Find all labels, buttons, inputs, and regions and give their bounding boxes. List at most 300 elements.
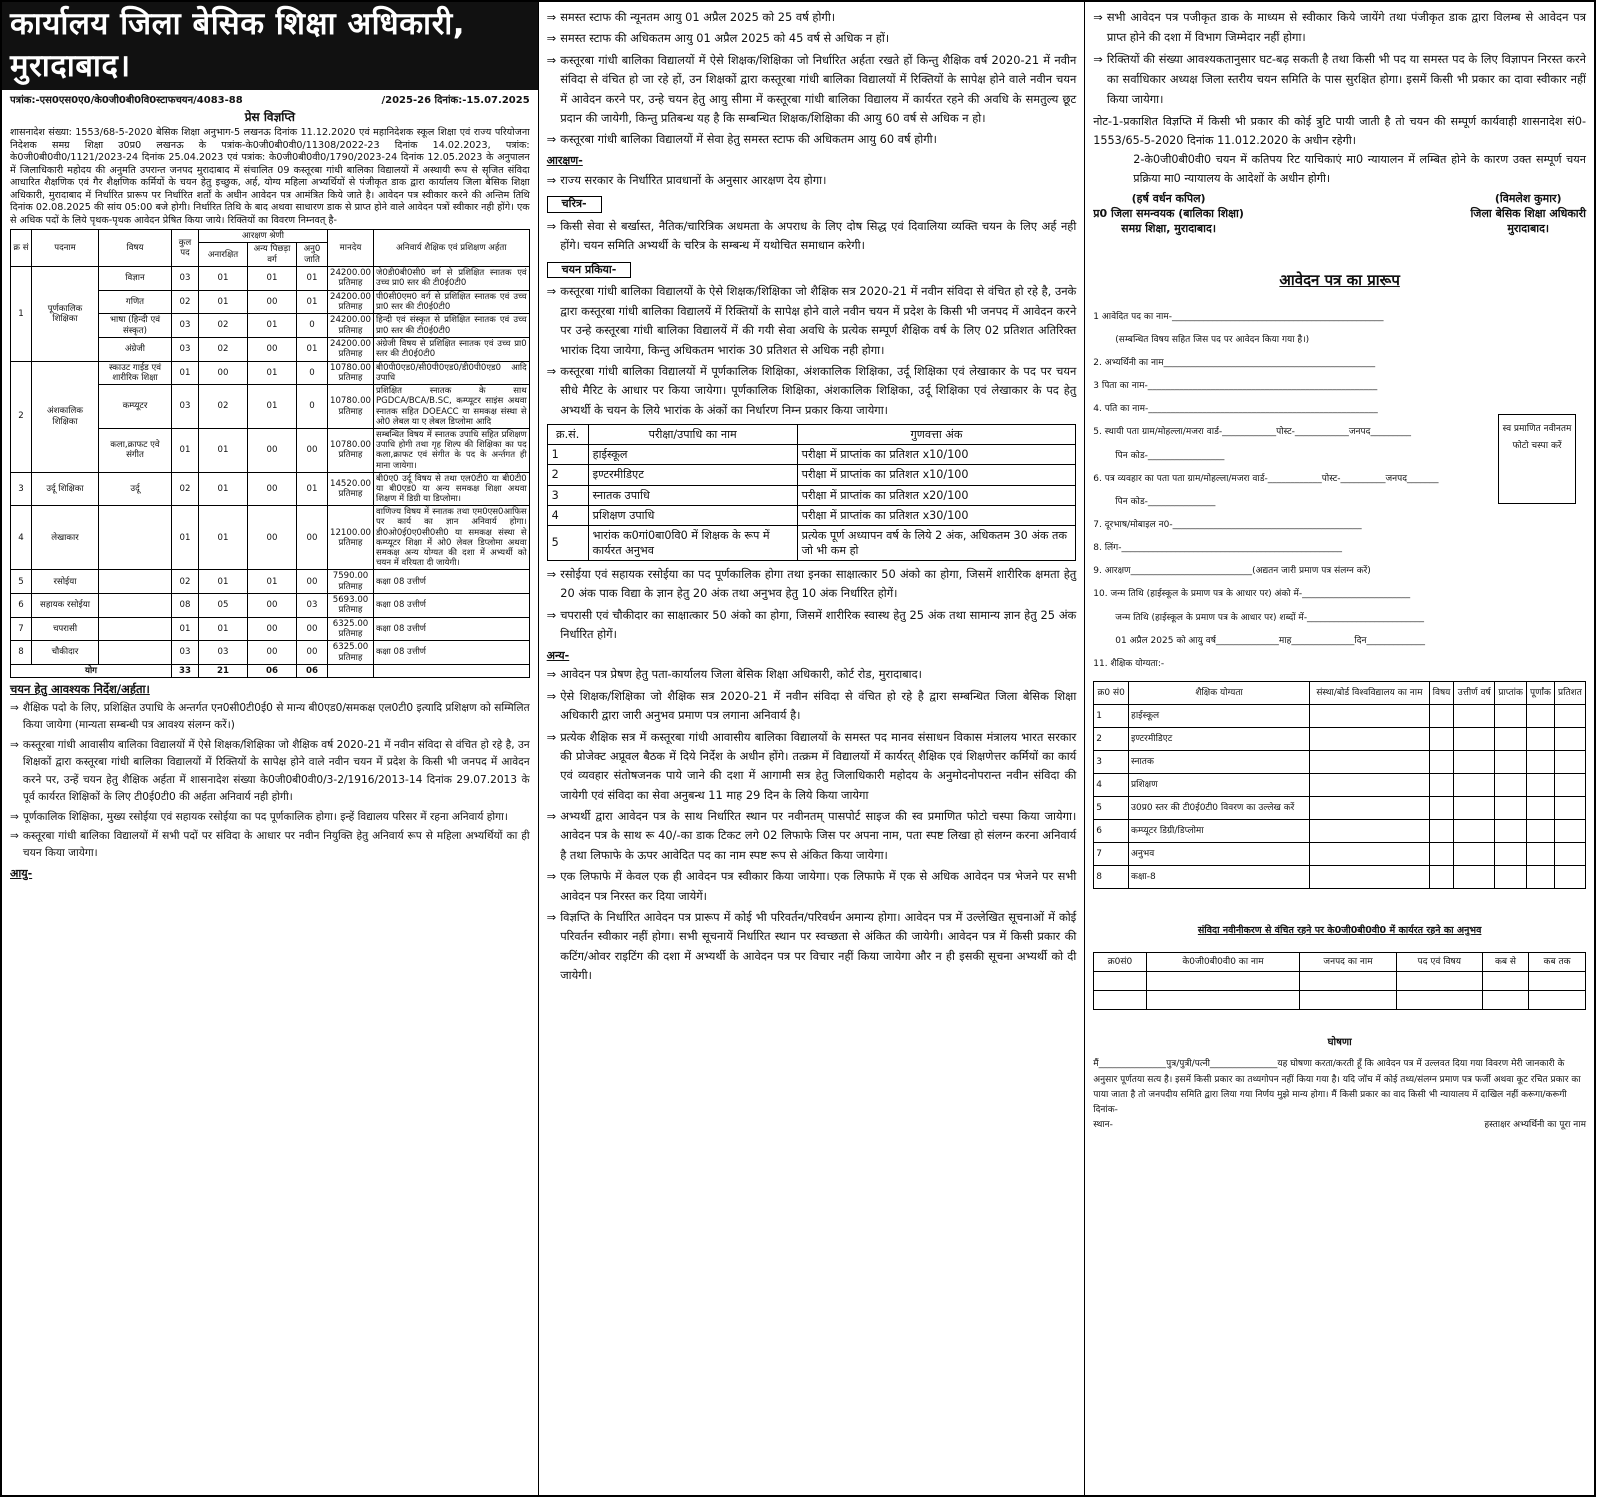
age-point-text: समस्त स्टाफ की अधिकतम आयु 01 अप्रैल 2025 को 45 वर्ष से अधिक न हों।	[560, 31, 890, 46]
arrow-icon: ⇒	[546, 52, 557, 67]
edu-header: पूर्णांक	[1527, 681, 1555, 704]
selection-point	[10, 828, 530, 863]
exp-blank-row	[1094, 971, 1586, 990]
col3-point	[1093, 8, 1586, 48]
cell-total: 03	[172, 641, 199, 665]
cell-subject: कम्प्यूटर	[99, 385, 172, 429]
press-title: प्रेस विज्ञप्ति	[244, 110, 295, 125]
arrow-icon: ⇒	[546, 809, 557, 824]
form-field: 9. आरक्षण___________________________(अद्यतन जारी प्रमाण पत्र संलग्न करें)	[1093, 566, 1371, 577]
cell-total: 08	[172, 594, 199, 618]
cell-total: 01	[172, 361, 199, 385]
interview-points	[547, 565, 1077, 645]
marks-value: प्रत्येक पूर्ण अध्यापन वर्ष के लिये 2 अंक, अधिकतम 30 अंक तक जो भी कम हो	[797, 525, 1076, 560]
sig-right-place: मुरादाबाद।	[1507, 221, 1550, 235]
marks-row	[547, 445, 1076, 465]
edu-qualification: अनुभव	[1129, 842, 1310, 865]
table-row	[11, 570, 530, 594]
th-reservation: आरक्षण श्रेणी	[199, 230, 328, 243]
cell-general: 00	[199, 361, 248, 385]
cell-qualification: कक्षा 08 उत्तीर्ण	[374, 617, 530, 641]
marks-th-sn: क्र.सं.	[547, 425, 588, 445]
marks-sn: 2	[547, 465, 588, 485]
arrow-icon: ⇒	[546, 667, 557, 682]
sig-right-designation: जिला बेसिक शिक्षा अधिकारी	[1470, 206, 1586, 220]
marks-row	[547, 505, 1076, 525]
edu-row	[1094, 796, 1586, 819]
cell-sc: 00	[297, 617, 328, 641]
selection-point-text: कस्तूरबा गांधी बालिका विद्यालयों में सभी पदों पर संविदा के आधार पर नवीन नियुक्ति हेतु अनिवार्य रूप से महिला अभ्यर्थियों का ही चयन किया जायेगा।	[22, 829, 530, 860]
cell-subject	[99, 617, 172, 641]
other-points	[547, 665, 1077, 985]
cell-sn: 3	[11, 472, 32, 506]
form-field: 3 पिता का नाम-___________________________________________________	[1093, 381, 1378, 392]
edu-sn: 4	[1094, 773, 1129, 796]
cell-general: 05	[199, 594, 248, 618]
cell-obc: 00	[248, 472, 297, 506]
sig-left-designation: प्र0 जिला समन्वयक (बालिका शिक्षा)	[1093, 206, 1244, 220]
cell-pay: 7590.00 प्रतिमाह	[328, 570, 374, 594]
cell-subject: भाषा (हिन्दी एवं संस्कृत)	[99, 314, 172, 338]
column-1	[2, 2, 539, 1495]
exp-header: के0जी0बी0वी0 का नाम	[1146, 952, 1300, 971]
other-point-text: अभ्यर्थी द्वारा आवेदन पत्र के साथ निर्धारित स्थान पर नवीनतम् पासपोर्ट साइज की स्व प्रमाणित फोटो चस्पा किया जायेगा। आवेदन पत्र के साथ रू 40/-का डाक टिकट लगे 02 लिफाफे जिस पर अपना नाम, पता स्पष्ट लिखा हो संलग्न करना अनिवार्य है तथा लिफाफे के ऊपर आवेदित पद का नाम स्पष्ट रूप से अंकित किया जायेगा।	[560, 809, 1077, 862]
cell-qualification: सम्बन्धित विषय में स्नातक उपाधि सहित प्रशिक्षण उपाधि होगी तथा गृह शिल्प की शिक्षिका का पद कला,क्राफट एवं संगीत के पद के अर्न्तगत ही माना जायेगा।	[374, 428, 530, 472]
edu-blank-cell	[1429, 773, 1454, 796]
sig-left-name: (हर्ष वर्धन कपिल)	[1131, 191, 1206, 205]
edu-blank-cell	[1310, 842, 1430, 865]
total-row	[11, 664, 530, 677]
cell-sn: 8	[11, 641, 32, 665]
cell-general: 02	[199, 337, 248, 361]
edu-blank-cell	[1454, 796, 1495, 819]
declaration-text: मैं_______________पुत्र/पुत्री/पत्नी_______________यह घोषणा करता/करती हूँ कि आवेदन पत्र में उल्लवत दिया गया विवरण मेरी जानकारी के अनुसार पूर्णतया सत्य है। इसमें किसी प्रकार का तथ्यगोपन नहीं किया गया है। यदि जॉच में कोई तथ्य/संलग्न प्रमाण पत्र फर्जी अथवा कूट रचित प्रकार का पाया जाता है तो जनपदीय समिति द्वारा लिया गया निर्णय मुझे मान्य होगा। मैं किसी प्रकार का वाद किसी भी न्यायालय में दाखिल नहीं करूगा/करूगी	[1093, 1059, 1581, 1100]
reservation-text: राज्य सरकार के निर्धारित प्रावधानों के अनुसार आरक्षण देय होगा।	[560, 172, 827, 187]
edu-header: प्राप्तांक	[1495, 681, 1527, 704]
cell-sc: 00	[297, 428, 328, 472]
edu-blank-cell	[1429, 819, 1454, 842]
cell-general: 02	[199, 385, 248, 429]
cell-obc: 00	[248, 337, 297, 361]
other-point	[547, 908, 1077, 986]
note-1: नोट-1-प्रकाशित विज्ञप्ति में किसी भी प्रकार की कोई त्रुटि पायी जाती है तो चयन की सम्पूर्ण कार्यवाही शासनादेश सं0-1553/65-5-2020 दिनांक 11.012.2020 के अधीन रहेगी।	[1093, 114, 1586, 147]
edu-sn: 6	[1094, 819, 1129, 842]
table-row	[11, 617, 530, 641]
marks-table	[547, 424, 1077, 561]
th-general: अनारक्षित	[199, 243, 248, 267]
cell-qualification: बी0ए0 उर्दू विषय से तथा एल0टी0 या बी0टी0 या बी0एड0 या अन्य समकक्ष शिक्षा अथवा शिक्षण में डिग्री या डिप्लोमा।	[374, 472, 530, 506]
form-field: 10. जन्म तिथि (हाईस्कूल के प्रमाण पत्र के आधार पर) अंको में-________________________	[1093, 589, 1411, 600]
th-subject: विषय	[99, 230, 172, 267]
exp-header: पद एवं विषय	[1396, 952, 1482, 971]
cell-sc: 03	[297, 594, 328, 618]
cell-total: 03	[172, 337, 199, 361]
cell-obc: 01	[248, 361, 297, 385]
cell-obc: 00	[248, 617, 297, 641]
edu-blank-cell	[1429, 865, 1454, 888]
form-field: 1 आवेदित पद का नाम-_______________________________________________	[1093, 311, 1384, 322]
cell-sc: 0	[297, 361, 328, 385]
exp-header: कब से	[1482, 952, 1528, 971]
edu-blank-cell	[1554, 865, 1585, 888]
marks-exam: भारांक क0गां0बा0वि0 में शिक्षक के रूप में कार्यरत अनुभव	[588, 525, 797, 560]
cell-total: 02	[172, 570, 199, 594]
edu-blank-cell	[1527, 796, 1555, 819]
column-2	[539, 2, 1086, 1495]
form-title: आवेदन पत्र का प्रारूप	[1279, 271, 1400, 290]
cell-sn: 4	[11, 506, 32, 570]
age-point	[547, 29, 1077, 48]
office-header: कार्यालय जिला बेसिक शिक्षा अधिकारी, मुरादाबाद।	[2, 2, 538, 90]
edu-row	[1094, 842, 1586, 865]
arrow-icon: ⇒	[10, 738, 19, 751]
age-point-text: कस्तूरबा गांधी बालिका विद्यालयों में ऐसे शिक्षक/शिक्षिका जो निर्धारित अर्हता रखते हों किन्तु शैक्षिक वर्ष 2020-21 में नवीन संविदा से वंचित हो जा रहे हों, उन शिक्षकों द्वारा कस्तूरबा गांधी बालिका विद्यालयों में रिक्तियों के सापेक्ष होने वाले नवीन चयन में आवेदन करने पर, उन्हे चयन हेतु आयु सीमा में कस्तूरबा गांधी बालिका विद्यालय में कार्यरत रहने की अवधि के समतुल्य छूट प्रदान की जायेगी, किन्तु प्रतिबन्ध यह है कि सम्बन्धित शिक्षक/शिक्षिका की आयु 60 वर्ष से अधिक न हो।	[560, 52, 1077, 125]
edu-blank-cell	[1495, 704, 1527, 727]
edu-blank-cell	[1495, 819, 1527, 842]
edu-blank-cell	[1310, 796, 1430, 819]
experience-table	[1093, 952, 1586, 1010]
cell-general: 01	[199, 617, 248, 641]
th-post: पदनाम	[32, 230, 99, 267]
edu-blank-cell	[1527, 750, 1555, 773]
cell-subject: विज्ञान	[99, 267, 172, 291]
edu-blank-cell	[1310, 727, 1430, 750]
cell-obc: 01	[248, 267, 297, 291]
table-row	[11, 594, 530, 618]
marks-value: परीक्षा में प्राप्तांक का प्रतिशत x20/100	[797, 485, 1076, 505]
arrow-icon: ⇒	[546, 910, 557, 925]
cell-subject: अंग्रेजी	[99, 337, 172, 361]
cell-obc: 01	[248, 385, 297, 429]
selection-point	[10, 737, 530, 807]
cell-sc: 01	[297, 267, 328, 291]
edu-blank-cell	[1454, 842, 1495, 865]
total-posts: 33	[172, 664, 199, 677]
edu-blank-cell	[1554, 819, 1585, 842]
edu-qualification: इण्टरमीडिएट	[1129, 727, 1310, 750]
edu-sn: 2	[1094, 727, 1129, 750]
table-row	[11, 361, 530, 385]
marks-exam: स्नातक उपाधि	[588, 485, 797, 505]
cell-qualification: बी0पी0एड0/सी0पी0एड0/डी0पी0एड0 आदि उपाधि	[374, 361, 530, 385]
form-field: पिन कोड-_________________	[1115, 450, 1225, 461]
edu-blank-cell	[1495, 865, 1527, 888]
edu-blank-cell	[1454, 727, 1495, 750]
signature-right	[1470, 192, 1586, 237]
letter-number: पत्रांक:-एस0एस0ए0/के0जी0बी0वि0स्टाफचयन/4083-88	[10, 94, 243, 106]
edu-blank-cell	[1454, 773, 1495, 796]
cell-pay: 6325.00 प्रतिमाह	[328, 617, 374, 641]
interview-point-text: रसोईया एवं सहायक रसोईया का पद पूर्णकालिक होगा तथा इनका साक्षात्कार 50 अंको का होगा, जिसमें शारीरिक क्षमता हेतु 20 अंक पाक विद्या के ज्ञान हेतु 20 अंक तथा अनुभव हेतु 10 अंक निर्धारित होगें।	[560, 566, 1077, 601]
selection-point	[10, 700, 530, 735]
col3-point	[1093, 50, 1586, 110]
age-point-text: समस्त स्टाफ की न्यूनतम आयु 01 अप्रैल 2025 को 25 वर्ष होगी।	[560, 10, 836, 24]
cell-subject	[99, 570, 172, 594]
table-row	[11, 506, 530, 570]
edu-blank-cell	[1454, 865, 1495, 888]
total-general: 21	[199, 664, 248, 677]
place-sign-line	[1093, 1118, 1586, 1133]
other-point	[547, 807, 1077, 865]
cell-pay: 24200.00 प्रतिमाह	[328, 267, 374, 291]
vacancy-table	[10, 229, 530, 678]
other-point-text: प्रत्येक शैक्षिक सत्र में कस्तूरबा गांधी आवासीय बालिका विद्यालयों के समस्त पद मानव संसाधन विकास मंत्रालय भारत सरकार की प्रोजेक्ट अप्रूवल बैठक में दिये निर्देश के अधीन होंगे। तत्क्रम में विद्यालयों में कार्यरत् शैक्षिक एवं शिक्षणेत्तर कर्मियों का कार्य एवं व्यवहार संतोषजनक पाये जाने की दशा में आगामी सत्र हेतु जिलाधिकारी महोदय के अनुमोदनोपरान्त नवीन संविदा की जायेगी एवं संविदा का सेवा अनुबन्ध 11 माह 29 दिन के लिये किया जायेगा	[560, 729, 1077, 802]
process-point-text: कस्तूरबा गांधी बालिका विद्यालयों में पूर्णकालिक शिक्षिका, अंशकालिक शिक्षिका, उर्दू शिक्षिका एवं लेखाकार के पद पर चयन सीधे मैरिट के आधार पर किया जायेगा। पूर्णकालिक शिक्षिका, अंशकालिक शिक्षिका, उर्दू शिक्षिका एवं लेखाकार के पद हेतु अभ्यर्थी के चयन के लिये भारांक के अंकों का निर्धारण निम्न प्रकार किया जायेगा।	[560, 364, 1077, 417]
edu-blank-cell	[1554, 842, 1585, 865]
th-obc: अन्य पिछड़ा वर्ग	[248, 243, 297, 267]
sig-right-name: (विमलेश कुमार)	[1494, 191, 1562, 205]
edu-blank-cell	[1554, 773, 1585, 796]
cell-obc: 00	[248, 506, 297, 570]
experience-title: संविदा नवीनीकरण से वंचित रहने पर के0जी0बी0वी0 में कार्यरत रहने का अनुभव	[1197, 924, 1482, 936]
interview-point-text: चपरासी एवं चौकीदार का साक्षात्कार 50 अंको का होगा, जिसमें शारीरिक स्वास्थ हेतु 25 अंक तथा सामान्य ज्ञान हेतु 25 अंक निर्धारित होगें।	[560, 607, 1077, 642]
form-field: (सम्बन्धित विषय सहित जिस पद पर आवेदन किया गया है।)	[1115, 334, 1310, 345]
edu-header-row	[1094, 681, 1586, 704]
note-2: 2-के0जी0बी0वी0 चयन में कतिपय रिट याचिकाएं मा0 न्यायालन में लम्बित होने के कारण उक्त सम्पूर्ण चयन प्रक्रिया मा0 न्यायालय के आदेशों के अधीन होगी।	[1133, 152, 1586, 185]
cell-subject: उर्दू	[99, 472, 172, 506]
marks-sn: 3	[547, 485, 588, 505]
cell-post: चौकीदार	[32, 641, 99, 665]
marks-sn: 4	[547, 505, 588, 525]
edu-blank-cell	[1527, 773, 1555, 796]
cell-pay: 5693.00 प्रतिमाह	[328, 594, 374, 618]
exp-header: कब तक	[1529, 952, 1586, 971]
cell-obc: 00	[248, 594, 297, 618]
edu-blank-cell	[1429, 727, 1454, 750]
edu-blank-cell	[1554, 704, 1585, 727]
selection-point-text: शैक्षिक पदो के लिए, प्रशिक्षित उपाधि के अन्तर्गत एन0सी0टी0ई0 से मान्य बी0एड0/समकक्ष एल0टी0 इत्यादि प्रशिक्षण को सम्मिलित किया जायेगा (मान्यता सम्बन्धी पत्र आवश्य संलग्न करें।)	[22, 701, 530, 732]
age-heading: आयु-	[10, 866, 33, 880]
edu-qualification: प्रशिक्षण	[1129, 773, 1310, 796]
cell-sc: 01	[297, 290, 328, 314]
declaration-title: घोषणा	[1327, 1036, 1352, 1048]
selection-point-text: पूर्णकालिक शिक्षिका, मुख्य रसोईया एवं सहायक रसोईया का पद पूर्णकालिक होगा। इन्हें विद्यालय परिसर में रहना अनिवार्य होगा।	[22, 810, 508, 823]
cell-sc: 00	[297, 570, 328, 594]
other-point-text: विज्ञप्ति के निर्धारित आवेदन पत्र प्रारूप में कोई भी परिवर्तन/परिवर्धन अमान्य होगा। आवेदन पत्र में उल्लेखित सूचनाओं में कोई परिवर्तन स्वीकार नहीं होगा। सभी सूचनायें निर्धारित स्थान पर स्वच्छता से अंकित की जायेगी। आवेदन पत्र में किसी प्रकार की कटिंग/ओवर राइटिंग की दशा में अभ्यर्थी के आवेदन पत्र पर विचार नहीं किया जायेगा और न ही इसकी सूचना अभ्यर्थी को दी जायेगी।	[560, 910, 1077, 983]
form-field: 5. स्थायी पता ग्राम/मोहल्ला/मजरा वार्ड-____________पोस्ट-____________जनपद_________	[1093, 427, 1411, 438]
arrow-icon: ⇒	[546, 869, 557, 884]
process-point	[547, 282, 1077, 360]
cell-pay: 10780.00 प्रतिमाह	[328, 385, 374, 429]
age-point	[547, 8, 1077, 27]
arrow-icon: ⇒	[1093, 10, 1103, 24]
selection-points	[10, 700, 530, 863]
cell-sn: 6	[11, 594, 32, 618]
edu-blank-cell	[1429, 704, 1454, 727]
selection-point	[10, 809, 530, 826]
cell-pay: 24200.00 प्रतिमाह	[328, 314, 374, 338]
press-intro: शासनादेश संख्या: 1553/68-5-2020 बेसिक शिक्षा अनुभाग-5 लखनऊ दिनांक 11.12.2020 एवं महानिदेशक स्कूल शिक्षा एवं राज्य परियोजना निदेशक समग्र शिक्षा उ0प्र0 लखनऊ के पत्रांक-के0जी0बी0वी0/11308/2022-23 दिनांक 14.02.2023, पत्रांक: के0जी0बी0वी0/1121/2023-24 दिनांक 25.04.2023 एवं पत्रांक: के0जी0बी0वी0/1790/2023-24 दिनांक 12.05.2023 के अनुपालन में जिलाधिकारी महोदय की अनुमति उपरान्त जनपद मुरादाबाद में संचालित 09 कस्तूरबा गांधी बालिका विद्यालयों में अस्थायी रूप से सृजित संविदा आधारित शैक्षणिक एवं गैर शैक्षणिक कर्मियों के चयन हेतु इच्छुक, अर्ह, योग्य महिला अभ्यर्थियों से पंजीकृत डाक द्वारा कार्यालय जिला बेसिक शिक्षा अधिकारी, मुरादाबाद में निर्धारित प्रारूप पर निर्धारित शर्तों के अधीन आवेदन पत्र आमंत्रित किये जाते है। आवेदन पत्र स्वीकार करने की अन्तिम तिथि दिनांक 02.08.2025 की सांय 05:00 बजे होगी। निर्धारित तिथि के बाद अथवा साधारण डाक से प्राप्त होने वाले आवेदन पत्रों स्वीकार नही होंगे। एक से अधिक पदों के लिये पृथक-पृथक आवेदन प्रेषित किया जाये। रिक्तियों का विवरण निम्नवत् है-	[10, 127, 530, 226]
edu-rows	[1094, 704, 1586, 888]
cell-total: 01	[172, 617, 199, 641]
cell-total: 02	[172, 290, 199, 314]
cell-total: 02	[172, 472, 199, 506]
age-points	[547, 8, 1077, 150]
other-point	[547, 867, 1077, 906]
cell-qualification: हिन्दी एवं संस्कृत से प्रशिक्षित स्नातक एवं उच्च प्रा0 स्तर की टी0ई0टी0	[374, 314, 530, 338]
cell-sn: 1	[11, 267, 32, 362]
cell-total: 03	[172, 314, 199, 338]
edu-row	[1094, 750, 1586, 773]
edu-blank-cell	[1495, 773, 1527, 796]
edu-blank-cell	[1527, 842, 1555, 865]
exp-blank-row	[1094, 990, 1586, 1009]
edu-blank-cell	[1429, 796, 1454, 819]
cell-sc: 0	[297, 314, 328, 338]
arrow-icon: ⇒	[546, 688, 557, 703]
cell-general: 01	[199, 428, 248, 472]
arrow-icon: ⇒	[10, 810, 19, 823]
edu-qualification: उ0प्र0 स्तर की टी0ई0टी0 विवरण का उल्लेख करें	[1129, 796, 1310, 819]
character-heading: चरित्र-	[547, 196, 602, 213]
marks-th-marks: गुणवत्ता अंक	[797, 425, 1076, 445]
cell-qualification: प्रशिक्षित स्नातक के साथ PGDCA/BCA/B.SC, कम्प्यूटर साइंस अथवा स्नातक सहित DOEACC या समकक्ष संस्था से ओ0 लेबल या ए लेबल डिप्लोमा आदि	[374, 385, 530, 429]
character-text: किसी सेवा से बर्खास्त, नैतिक/चारित्रिक अधमता के अपराध के लिए दोष सिद्ध एवं दिवालिया व्यक्ति चयन के लिए अर्ह नही होंगे। चयन समिति अभ्यर्थी के चरित्र के सम्बन्ध में यथोचित समाधान करेगी।	[560, 218, 1077, 253]
cell-post: अंशकालिक शिक्षिका	[32, 361, 99, 472]
arrow-icon: ⇒	[10, 701, 19, 714]
cell-sn: 5	[11, 570, 32, 594]
arrow-icon: ⇒	[546, 10, 557, 24]
cell-subject	[99, 641, 172, 665]
cell-sc: 01	[297, 472, 328, 506]
cell-obc: 01	[248, 570, 297, 594]
edu-blank-cell	[1310, 865, 1430, 888]
cell-post: उर्दू शिक्षिका	[32, 472, 99, 506]
marks-value: परीक्षा में प्राप्तांक का प्रतिशत x10/100	[797, 465, 1076, 485]
vacancy-rows	[11, 267, 530, 665]
edu-blank-cell	[1310, 704, 1430, 727]
cell-obc: 01	[248, 314, 297, 338]
cell-sc: 00	[297, 506, 328, 570]
cell-qualification: जे0डी0बी0सी0 वर्ग से प्रशिक्षित स्नातक एवं उच्च प्रा0 स्तर की टी0ई0टी0	[374, 267, 530, 291]
cell-post: रसोईया	[32, 570, 99, 594]
photo-box: स्व प्रमाणित नवीनतम फोटो चस्पा करें	[1498, 414, 1576, 504]
signatures	[1093, 192, 1586, 237]
exp-header: क्र0सं0	[1094, 952, 1146, 971]
other-point-text: ऐसे शिक्षक/शिक्षिका जो शैक्षिक सत्र 2020-21 में नवीन संविदा से वंचित हो रहे है द्वारा सम्बन्धित जिला बेसिक शिक्षा अधिकारी द्वारा जारी अनुभव प्रमाण पत्र लगाना अनिवार्य है।	[560, 688, 1077, 723]
edu-blank-cell	[1527, 704, 1555, 727]
selection-heading: चयन हेतु आवश्यक निर्देश/अर्हता।	[10, 682, 150, 697]
signature-label: हस्ताक्षर अभ्यर्थिनी का पूरा नाम	[1484, 1120, 1586, 1131]
cell-post: लेखाकार	[32, 506, 99, 570]
cell-qualification: अंग्रेजी विषय से प्रशिक्षित स्नातक एवं उच्च प्रा0 स्तर की टी0ई0टी0	[374, 337, 530, 361]
arrow-icon: ⇒	[10, 829, 19, 842]
total-empty-2	[374, 664, 530, 677]
marks-value: परीक्षा में प्राप्तांक का प्रतिशत x10/100	[797, 445, 1076, 465]
edu-sn: 7	[1094, 842, 1129, 865]
arrow-icon: ⇒	[1093, 51, 1103, 66]
edu-row	[1094, 727, 1586, 750]
th-total: कुल पद	[172, 230, 199, 267]
cell-post: सहायक रसोईया	[32, 594, 99, 618]
exp-header: जनपद का नाम	[1300, 952, 1397, 971]
edu-header: संस्था/बोर्ड विश्वविद्यालय का नाम	[1310, 681, 1430, 704]
th-pay: मानदेय	[328, 230, 374, 267]
edu-blank-cell	[1554, 750, 1585, 773]
marks-exam: प्रशिक्षण उपाधि	[588, 505, 797, 525]
edu-blank-cell	[1554, 727, 1585, 750]
reservation-heading: आरक्षण-	[546, 153, 583, 167]
cell-subject: स्काउट गाईड एवं शारीरिक शिक्षा	[99, 361, 172, 385]
arrow-icon: ⇒	[546, 729, 557, 744]
cell-qualification: पी0सी0एम0 वर्ग से प्रशिक्षित स्नातक एवं उच्च प्रा0 स्तर की टी0ई0टी0	[374, 290, 530, 314]
edu-header: उत्तीर्ण वर्ष	[1454, 681, 1495, 704]
form-field: 4. पति का नाम-___________________________________________________	[1093, 404, 1378, 415]
edu-header: क्र0 सं0	[1094, 681, 1129, 704]
arrow-icon: ⇒	[546, 566, 557, 581]
marks-th-exam: परीक्षा/उपाधि का नाम	[588, 425, 797, 445]
cell-pay: 24200.00 प्रतिमाह	[328, 337, 374, 361]
cell-subject: कला,क्राफट एवे संगीत	[99, 428, 172, 472]
other-point	[547, 687, 1077, 726]
marks-rows	[547, 445, 1076, 561]
form-field: 2. अभ्यर्थिनी का नाम_______________________________________________	[1093, 357, 1376, 368]
cell-pay: 12100.00 प्रतिमाह	[328, 506, 374, 570]
form-field: 01 अप्रैल 2025 को आयु वर्ष______________माह______________दिन_____________	[1115, 635, 1426, 646]
age-point-text: कस्तूरबा गांधी बालिका विद्यालयों में सेवा हेतु समस्त स्टाफ की अधिकतम आयु 60 वर्ष होगी।	[560, 132, 937, 147]
edu-header: शैक्षिक योग्यता	[1129, 681, 1310, 704]
marks-exam: इण्टरमीडिएट	[588, 465, 797, 485]
reference-line	[10, 94, 530, 108]
edu-blank-cell	[1310, 750, 1430, 773]
cell-general: 02	[199, 314, 248, 338]
edu-qualification: कक्षा-8	[1129, 865, 1310, 888]
interview-point	[547, 565, 1077, 604]
cell-total: 01	[172, 428, 199, 472]
table-row	[11, 267, 530, 291]
cell-post: पूर्णकालिक शिक्षिका	[32, 267, 99, 362]
cell-sn: 7	[11, 617, 32, 641]
edu-sn: 8	[1094, 865, 1129, 888]
cell-obc: 00	[248, 290, 297, 314]
edu-blank-cell	[1495, 750, 1527, 773]
th-sn: क्र सं	[11, 230, 32, 267]
edu-blank-cell	[1310, 819, 1430, 842]
marks-row	[547, 525, 1076, 560]
edu-row	[1094, 773, 1586, 796]
other-point	[547, 728, 1077, 806]
edu-blank-cell	[1527, 819, 1555, 842]
age-point	[547, 51, 1077, 129]
form-field: 7. दूरभाष/मोबाइल न0-__________________________________________	[1093, 519, 1362, 530]
col3-point-text: सभी आवेदन पत्र पजीकृत डाक के माध्यम से स्वीकार किये जायेंगे तथा पंजीकृत डाक द्वारा विलम्ब से आवेदन पत्र प्राप्त होने की दशा में विभाग जिम्मेदार नहीं होगा।	[1106, 10, 1586, 44]
cell-pay: 10780.00 प्रतिमाह	[328, 361, 374, 385]
process-heading: चयन प्रकिया-	[547, 262, 632, 279]
edu-blank-cell	[1495, 842, 1527, 865]
edu-blank-cell	[1429, 842, 1454, 865]
other-heading: अन्य-	[546, 648, 570, 662]
edu-blank-cell	[1495, 727, 1527, 750]
cell-obc: 00	[248, 641, 297, 665]
sig-left-place: समग्र शिक्षा, मुरादाबाद।	[1121, 221, 1217, 235]
form-field: जन्म तिथि (हाईस्कूल के प्रमाण पत्र के आधार पर) शब्दों में-__________________________	[1115, 612, 1425, 623]
edu-sn: 1	[1094, 704, 1129, 727]
arrow-icon: ⇒	[546, 284, 557, 299]
exp-header-row	[1094, 952, 1586, 971]
edu-sn: 5	[1094, 796, 1129, 819]
table-row	[11, 641, 530, 665]
form-field: 6. पत्र व्यवहार का पता पता ग्राम/मोहल्ला/मजरा वार्ड-____________पोस्ट-__________जनपद_______	[1093, 473, 1439, 484]
interview-point	[547, 606, 1077, 645]
cell-sc: 01	[297, 337, 328, 361]
cell-post: चपरासी	[32, 617, 99, 641]
edu-sn: 3	[1094, 750, 1129, 773]
arrow-icon: ⇒	[546, 607, 557, 622]
th-sc: अनु0 जाति	[297, 243, 328, 267]
total-label: योग	[11, 664, 172, 677]
marks-sn: 5	[547, 525, 588, 560]
age-point	[547, 130, 1077, 149]
